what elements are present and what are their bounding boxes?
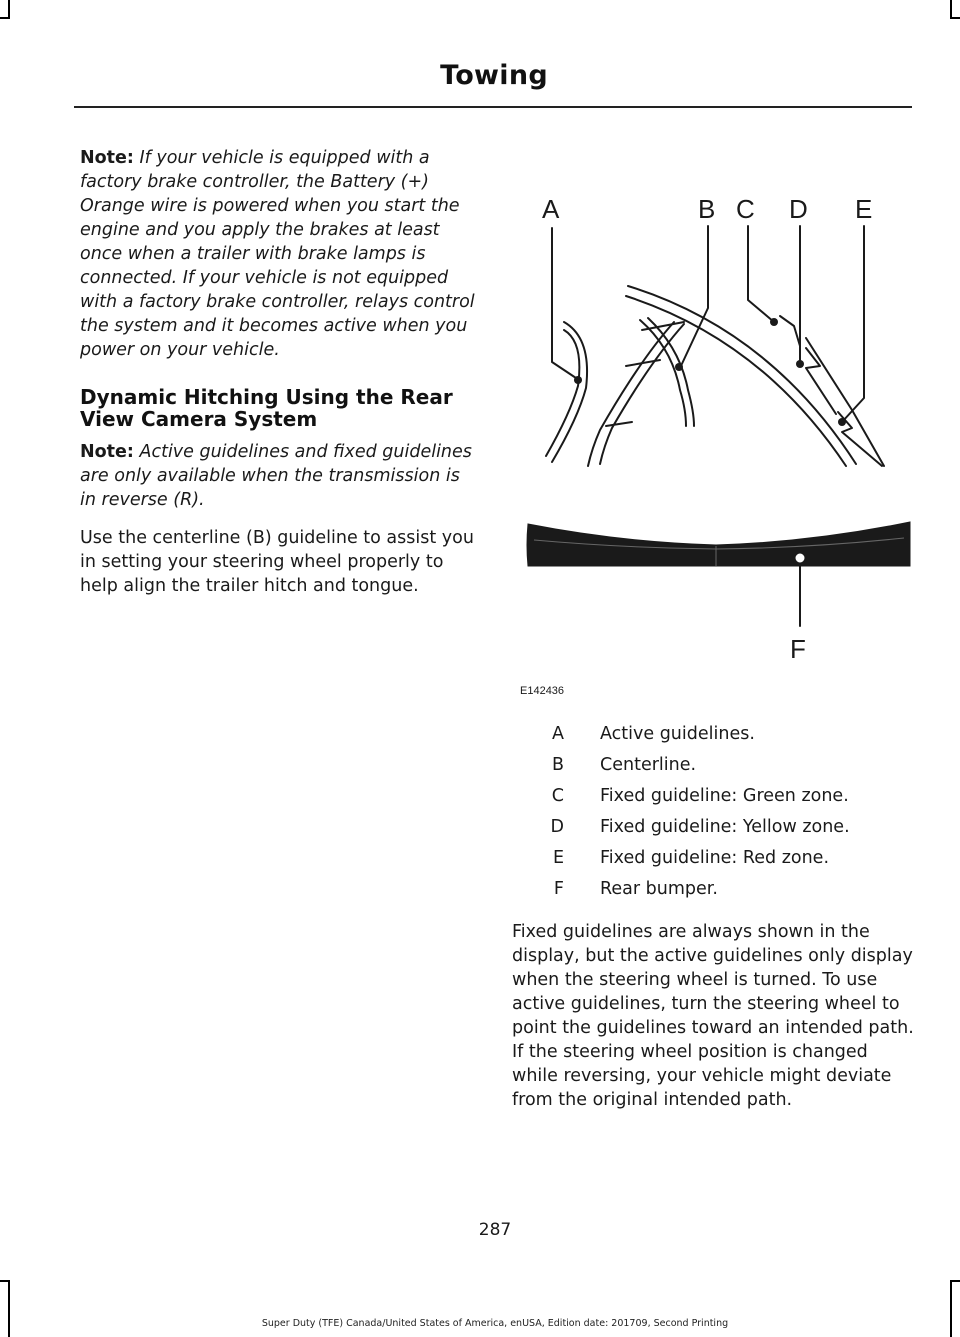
page-number: 287 [478,1220,512,1240]
camera-guidelines-diagram [512,186,912,706]
legend-text: Centerline. [600,755,697,775]
fixed-guideline-arc-inner [626,296,846,466]
brake-controller-note [80,146,480,362]
figure-label-a: A [542,194,560,224]
leader-dot-d [796,360,804,368]
fixed-guideline-green [780,316,800,346]
leader-line-b [680,226,708,368]
leader-dot-a [574,376,582,384]
leader-dot-e [838,418,846,426]
figure-label-e: E [855,194,873,224]
leader-dot-f [794,552,806,564]
legend-item [512,722,912,753]
reverse-note [80,440,480,512]
note-text: If your vehicle is equipped with a factory brake controller, the Battery (+) Orange wire is powered when you start the engine and you apply the brakes at least once when a trailer with brake lamps is connected. If your vehicle is not equipped with a factory brake controller, relays control the system and it becomes active when you power on your vehicle. [80,148,475,360]
crop-mark [0,1280,10,1282]
legend-key: E [552,848,564,868]
leader-dot-c [770,318,778,326]
fixed-guideline-arc [628,286,856,464]
leader-line-a [552,228,576,378]
legend-text: Fixed guideline: Yellow zone. [600,817,850,837]
legend-item [512,877,912,908]
legend-key: A [552,724,564,744]
header-divider [74,106,912,108]
note-label: Note: [80,442,134,462]
section-heading: Dynamic Hitching Using the Rear View Camera System [80,385,453,431]
crop-mark [950,17,960,19]
legend-key: D [550,817,564,837]
active-guideline-left [552,322,587,462]
crop-mark [950,0,952,18]
legend-item [512,815,912,846]
centerline-tick [606,422,632,426]
legend-item [512,753,912,784]
figure-label-f: F [790,634,806,664]
legend-text: Active guidelines. [600,724,755,744]
leader-dot-b [675,363,683,371]
page-title: Towing [440,60,548,91]
legend-text: Fixed guideline: Red zone. [600,848,830,868]
fixed-guidelines-paragraph: Fixed guidelines are always shown in the display, but the active guidelines only display when the steering wheel is turned. To use active guidelines, turn the steering wheel to point the guidelines toward an intended path. If the steering wheel position is changed while reversing, your vehicle might deviate from the original intended path. [512,922,914,1110]
legend-item [512,846,912,877]
crop-mark [8,0,10,18]
centerline-tick [642,322,684,330]
legend-key: B [551,755,564,775]
figure-legend [512,722,912,908]
leader-line-c [748,226,774,322]
crop-mark [0,17,10,19]
centerline-paragraph: Use the centerline (B) guideline to assist you in setting your steering wheel properly to help align the trailer hitch and tongue. [80,528,474,596]
legend-item [512,784,912,815]
legend-key: C [551,786,564,806]
legend-key: F [553,879,564,899]
legend-text: Rear bumper. [600,879,718,899]
page-footer: Super Duty (TFE) Canada/United States of America, enUSA, Edition date: 201709, Second Printing [261,1318,729,1329]
crop-mark [950,1280,960,1282]
note-label: Note: [80,148,134,168]
figure-label-c: C [736,194,755,224]
leader-line-e [842,226,864,422]
left-column [80,146,480,598]
figure-label-b: B [698,194,716,224]
figure-code: E142436 [520,685,565,697]
figure-label-d: D [789,194,808,224]
legend-text: Fixed guideline: Green zone. [600,786,849,806]
note-text: Active guidelines and fixed guidelines are only available when the transmission is in reverse (R). [80,442,472,510]
